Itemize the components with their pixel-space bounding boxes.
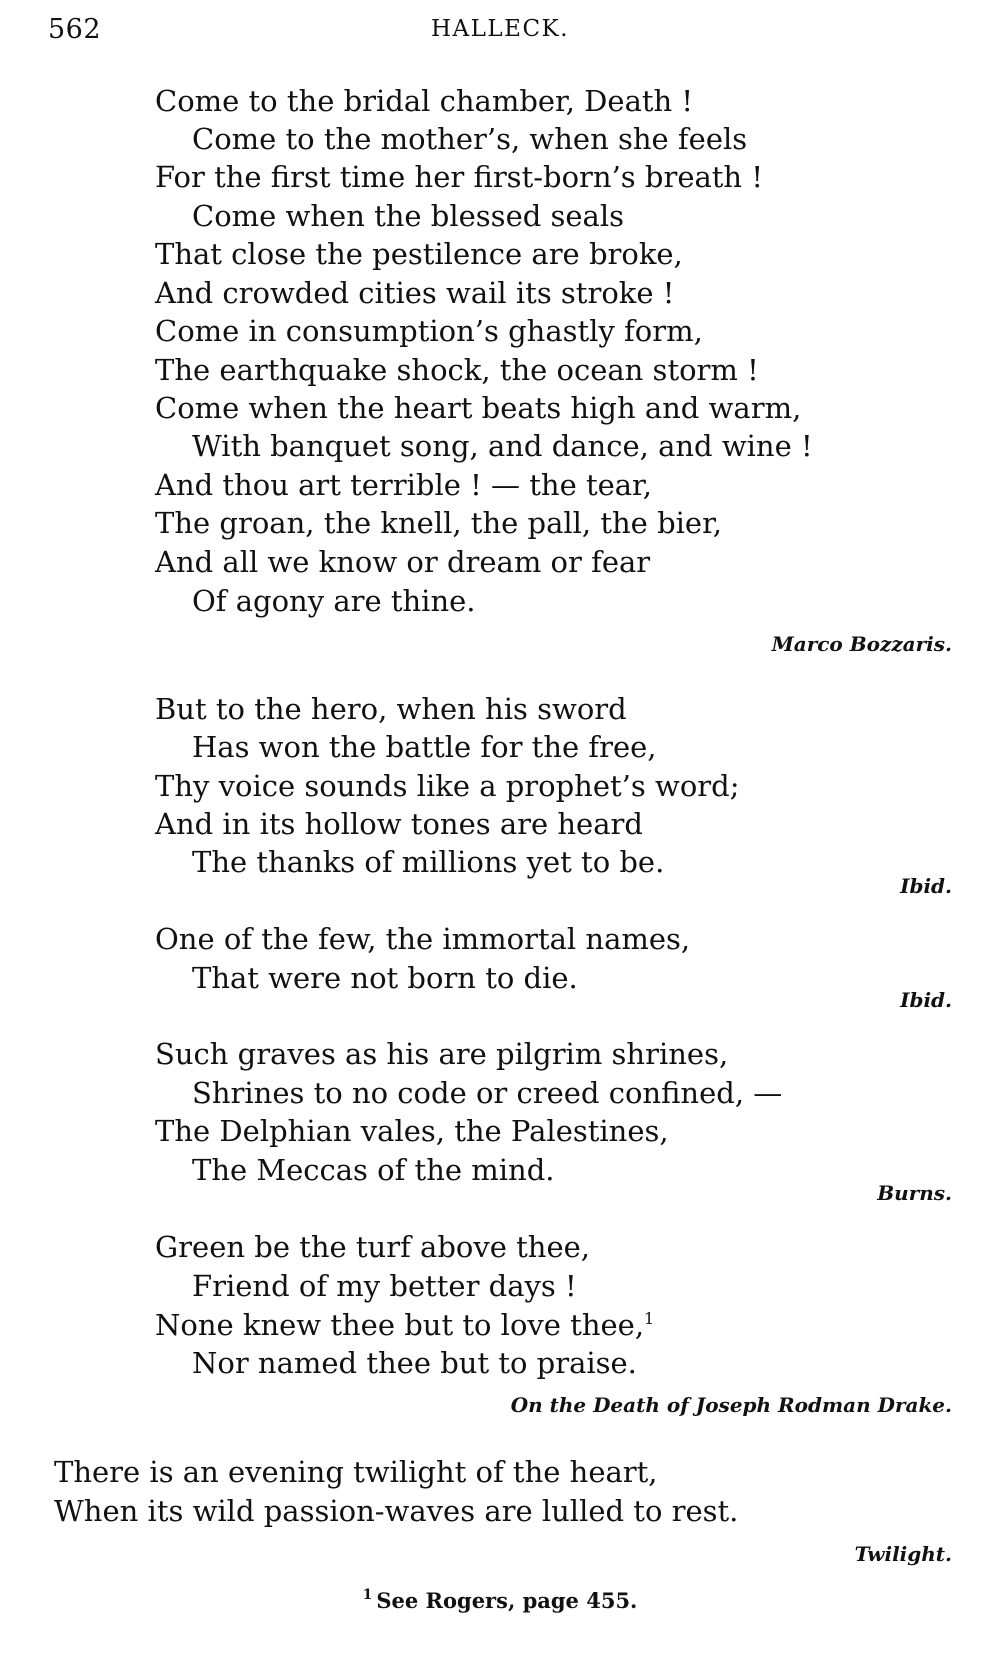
verse-line: One of the few, the immortal names, — [155, 922, 691, 956]
verse-line: The earthquake shock, the ocean storm ! — [155, 353, 759, 387]
verse-line: Green be the turf above thee, — [155, 1230, 590, 1264]
verse-line: But to the hero, when his sword — [155, 692, 627, 726]
verse-line: Such graves as his are pilgrim shrines, — [155, 1037, 729, 1071]
verse-line: With banquet song, and dance, and wine ! — [192, 429, 813, 463]
attribution: Ibid. — [900, 874, 952, 898]
verse-line: Come when the blessed seals — [192, 199, 624, 233]
running-head: HALLECK. — [430, 16, 570, 42]
verse-line: When its wild passion-waves are lulled to rest. — [54, 1494, 739, 1528]
verse-line: For the first time her first-born’s breath ! — [155, 160, 763, 194]
verse-line: The Meccas of the mind. — [192, 1153, 555, 1187]
verse-line: Come to the mother’s, when she feels — [192, 122, 748, 156]
verse-line: The thanks of millions yet to be. — [192, 845, 665, 879]
verse-line: Has won the battle for the free, — [192, 730, 657, 764]
verse-line: Come in consumption’s ghastly form, — [155, 314, 703, 348]
verse-line: Come to the bridal chamber, Death ! — [155, 84, 694, 118]
verse-line-text: None knew thee but to love thee, — [155, 1308, 645, 1342]
verse-line: And all we know or dream or fear — [155, 545, 651, 579]
verse-line: There is an evening twilight of the heart, — [54, 1455, 658, 1489]
verse-line: Shrines to no code or creed confined, — — [192, 1076, 783, 1110]
verse-line — [155, 1308, 655, 1342]
verse-line: Of agony are thine. — [192, 584, 476, 618]
footnote-text: See Rogers, page 455. — [376, 1588, 638, 1613]
footnote — [0, 1587, 1000, 1613]
verse-line: And crowded cities wail its stroke ! — [155, 276, 675, 310]
attribution: On the Death of Joseph Rodman Drake. — [510, 1393, 952, 1417]
verse-line: The groan, the knell, the pall, the bier, — [155, 506, 722, 540]
page-number: 562 — [48, 14, 102, 45]
verse-line: Thy voice sounds like a prophet’s word; — [155, 769, 740, 803]
attribution: Marco Bozzaris. — [771, 632, 952, 656]
verse-line: That close the pestilence are broke, — [155, 237, 683, 271]
verse-line: Come when the heart beats high and warm, — [155, 391, 802, 425]
verse-line: Nor named thee but to praise. — [192, 1346, 637, 1380]
footnote-marker: 1 — [644, 1309, 655, 1328]
verse-line: That were not born to die. — [192, 961, 578, 995]
attribution: Ibid. — [900, 988, 952, 1012]
attribution: Twilight. — [854, 1542, 952, 1566]
verse-line: Friend of my better days ! — [192, 1269, 577, 1303]
verse-line: And in its hollow tones are heard — [155, 807, 643, 841]
attribution: Burns. — [877, 1181, 952, 1205]
footnote-number: 1 — [362, 1587, 373, 1603]
verse-line: And thou art terrible ! — the tear, — [155, 468, 652, 502]
verse-line: The Delphian vales, the Palestines, — [155, 1114, 669, 1148]
